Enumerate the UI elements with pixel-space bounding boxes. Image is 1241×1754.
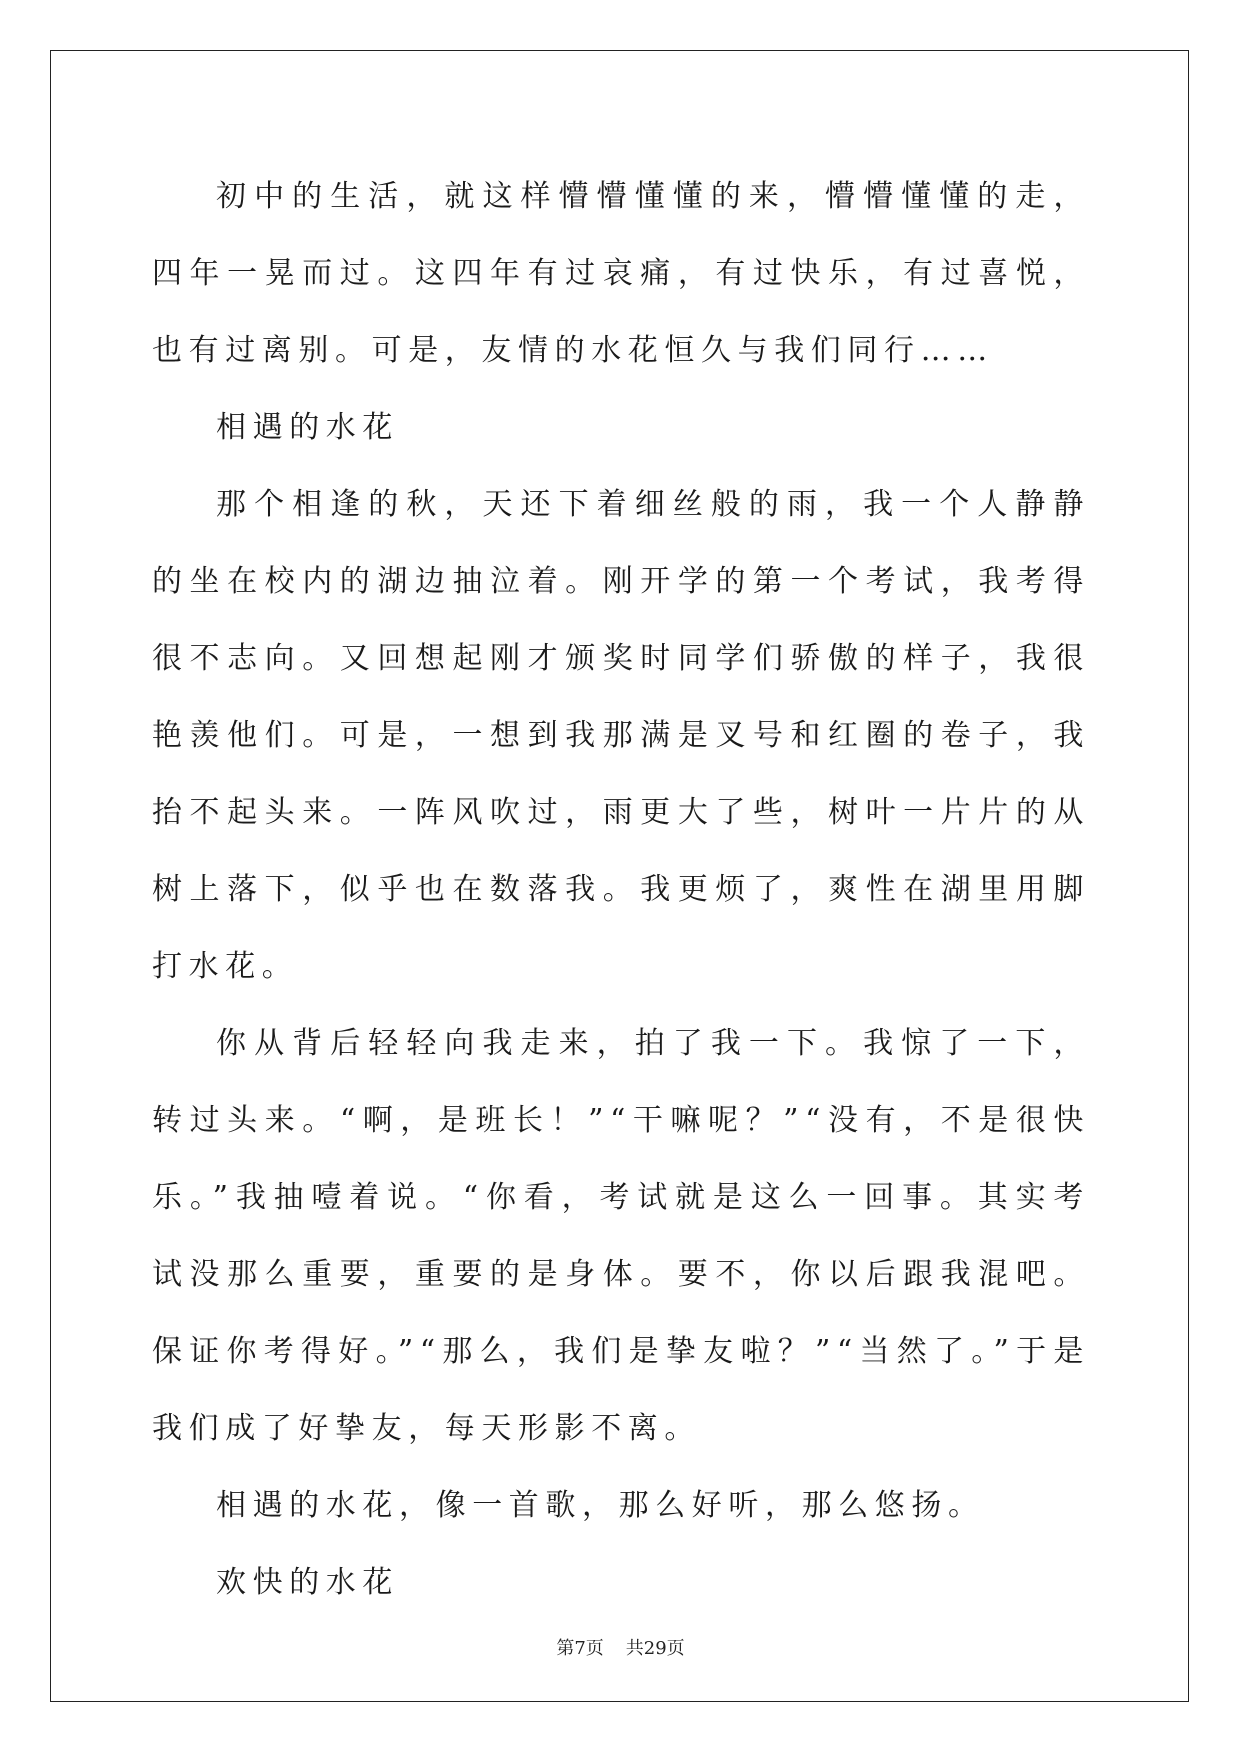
paragraph-intro: 初中的生活，就这样懵懵懂懂的来，懵懵懂懂的走，四年一晃而过。这四年有过哀痛，有过快乐，有过喜悦，也有过离别。可是，友情的水花恒久与我们同行……: [152, 179, 1090, 368]
paragraph-meeting-summary: 相遇的水花，像一首歌，那么好听，那么悠扬。: [216, 1488, 985, 1523]
page-footer: [0, 1634, 1241, 1660]
paragraph-class-monitor: 你从背后轻轻向我走来，拍了我一下。我惊了一下，转过头来。“啊，是班长！”“干嘛呢？”“没有，不是很快乐。”我抽噎着说。“你看，考试就是这么一回事。其实考试没那么重要，重要的是身体。要不，你以后跟我混吧。保证你考得好。”“那么，我们是挚友啦？”“当然了。”于是我们成了好挚友，每天形影不离。: [152, 1026, 1090, 1446]
page-label-suffix: 页: [585, 1638, 604, 1659]
paragraph-autumn-rain: 那个相逢的秋，天还下着细丝般的雨，我一个人静静的坐在校内的湖边抽泣着。刚开学的第一个考试，我考得很不志向。又回想起刚才颁奖时同学们骄傲的样子，我很艳羡他们。可是，一想到我那满是叉号和红圈的卷子，我抬不起头来。一阵风吹过，雨更大了些，树叶一片片的从树上落下，似乎也在数落我。我更烦了，爽性在湖里用脚打水花。: [152, 487, 1090, 984]
document-body: [152, 158, 1090, 1621]
section-heading-joyful: 欢快的水花: [216, 1565, 399, 1600]
total-pages: 29: [643, 1638, 667, 1659]
total-label-suffix: 页: [666, 1638, 685, 1659]
page-number: 7: [574, 1638, 586, 1659]
total-label-prefix: 共: [625, 1638, 644, 1659]
page-label-prefix: 第: [556, 1638, 575, 1659]
section-heading-meeting: 相遇的水花: [216, 410, 399, 445]
